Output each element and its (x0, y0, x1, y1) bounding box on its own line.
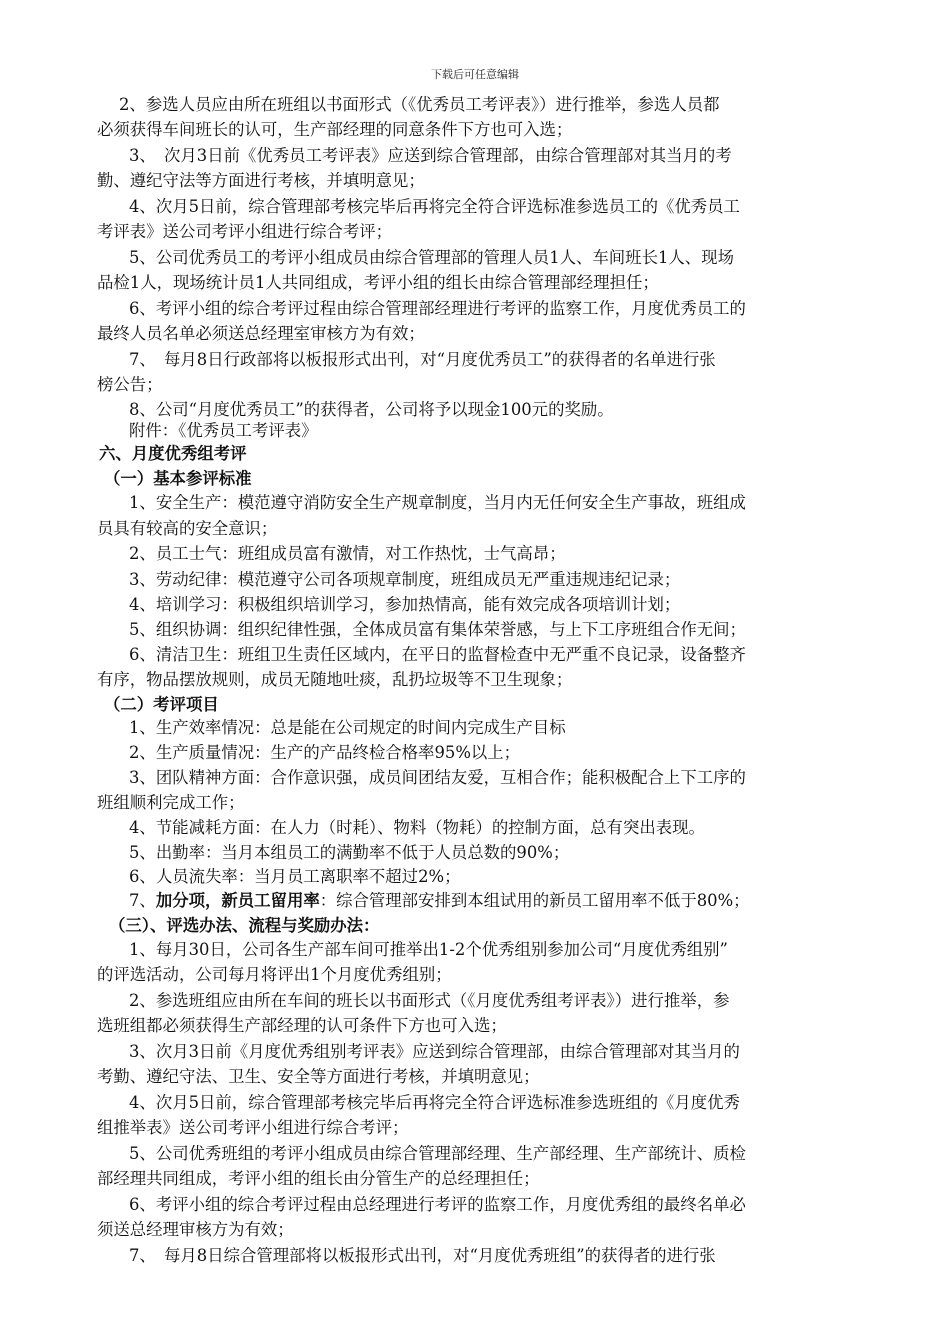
item-number: 7、 (129, 891, 156, 910)
section-heading: 六、月度优秀组考评 (99, 444, 247, 463)
text-line: 品检1人，现场统计员1人共同组成，考评小组的组长由综合管理部经理担任； (97, 273, 659, 292)
text-line: 5、组织协调：组织纪律性强，全体成员富有集体荣誉感，与上下工序班组合作无间； (129, 620, 746, 639)
text-line-mixed (129, 890, 750, 912)
text-line: 3、次月3日前《月度优秀组别考评表》应送到综合管理部，由综合管理部对其当月的 (129, 1042, 740, 1061)
text-line: 7、 每月8日综合管理部将以板报形式出刊，对“月度优秀班组”的获得者的进行张 (129, 1246, 716, 1265)
subsection-heading: （一）基本参评标准 (104, 469, 252, 488)
text-line: 最终人员名单必须送总经理室审核方为有效； (97, 324, 425, 343)
text-line: 考评表》送公司考评小组进行综合考评； (97, 222, 393, 241)
text-line: 5、出勤率：当月本组员工的满勤率不低于人员总数的90%； (129, 843, 570, 862)
text-line: 4、节能减耗方面：在人力（时耗）、物料（物耗）的控制方面，总有突出表现。 (129, 818, 705, 837)
text-line: 6、考评小组的综合考评过程由总经理进行考评的监察工作，月度优秀组的最终名单必 (129, 1195, 746, 1214)
text-line: 4、次月5日前，综合管理部考核完毕后再将完全符合评选标准参选班组的《月度优秀 (129, 1093, 740, 1112)
subsection-heading: （三）、评选办法、流程与奖励办法： (109, 916, 380, 935)
text-line: 必须获得车间班长的认可，生产部经理的同意条件下方也可入选； (97, 120, 573, 139)
bold-term: 加分项，新员工留用率 (155, 891, 320, 910)
text-line: 2、参选人员应由所在班组以书面形式（《优秀员工考评表》）进行推举，参选人员都 (119, 95, 720, 114)
text-line: 3、 次月3日前《优秀员工考评表》应送到综合管理部，由综合管理部对其当月的考 (129, 146, 732, 165)
text-line: 8、公司“月度优秀员工”的获得者，公司将予以现金100元的奖励。 (129, 400, 614, 419)
text-line: 5、公司优秀班组的考评小组成员由综合管理部经理、生产部经理、生产部统计、质检 (129, 1144, 746, 1163)
text-line: 有序，物品摆放规则，成员无随地吐痰，乱扔垃圾等不卫生现象； (97, 670, 573, 689)
text-line: 班组顺利完成工作； (97, 793, 245, 812)
text-line: 的评选活动，公司每月将评出1个月度优秀组别； (97, 965, 452, 984)
text-line: 榜公告； (97, 375, 163, 394)
text-line: 5、公司优秀员工的考评小组成员由综合管理部的管理人员1人、车间班长1人、现场 (129, 248, 734, 267)
text-line: 3、团队精神方面：合作意识强，成员间团结友爱，互相合作；能积极配合上下工序的 (129, 768, 746, 787)
text-line: 2、员工士气：班组成员富有激情，对工作热忱，士气高昂； (129, 544, 566, 563)
text-line: 员具有较高的安全意识； (97, 519, 278, 538)
text-line: 考勤、遵纪守法、卫生、安全等方面进行考核，并填明意见； (97, 1067, 540, 1086)
text-line: 1、每月30日，公司各生产部车间可推举出1-2个优秀组别参加公司“月度优秀组别” (129, 940, 728, 959)
text-line: 7、 每月8日行政部将以板报形式出刊，对“月度优秀员工”的获得者的名单进行张 (129, 350, 716, 369)
text-line: 4、培训学习：积极组织培训学习，参加热情高，能有效完成各项培训计划； (129, 595, 681, 614)
text-line: 1、安全生产：模范遵守消防安全生产规章制度，当月内无任何安全生产事故，班组成 (129, 493, 746, 512)
text-line: 6、考评小组的综合考评过程由综合管理部经理进行考评的监察工作，月度优秀员工的 (129, 299, 746, 318)
item-text: ：综合管理部安排到本组试用的新员工留用率不低于80%； (319, 891, 750, 910)
text-line: 6、人员流失率：当月员工离职率不超过2%； (129, 867, 461, 886)
text-line: 部经理共同组成，考评小组的组长由分管生产的总经理担任； (97, 1169, 540, 1188)
text-line: 组推举表》送公司考评小组进行综合考评； (97, 1118, 409, 1137)
text-line: 4、次月5日前，综合管理部考核完毕后再将完全符合评选标准参选员工的《优秀员工 (129, 197, 740, 216)
subsection-heading: （二）考评项目 (104, 695, 219, 714)
text-line: 6、清洁卫生：班组卫生责任区域内，在平日的监督检查中无严重不良记录，设备整齐 (129, 645, 746, 664)
text-line: 1、生产效率情况：总是能在公司规定的时间内完成生产目标 (129, 718, 566, 737)
text-line: 3、劳动纪律：模范遵守公司各项规章制度，班组成员无严重违规违纪记录； (129, 570, 681, 589)
text-line: 2、参选班组应由所在车间的班长以书面形式（《月度优秀组考评表》）进行推举，参 (129, 991, 730, 1010)
page-header: 下载后可任意编辑 (431, 68, 519, 81)
text-line: 选班组都必须获得生产部经理的认可条件下方也可入选； (97, 1016, 507, 1035)
text-line: 勤、遵纪守法等方面进行考核，并填明意见； (97, 171, 425, 190)
text-line: 须送总经理审核方为有效； (97, 1220, 294, 1239)
text-line: 附件：《优秀员工考评表》 (129, 421, 318, 440)
text-line: 2、生产质量情况：生产的产品终检合格率95%以上； (129, 743, 521, 762)
